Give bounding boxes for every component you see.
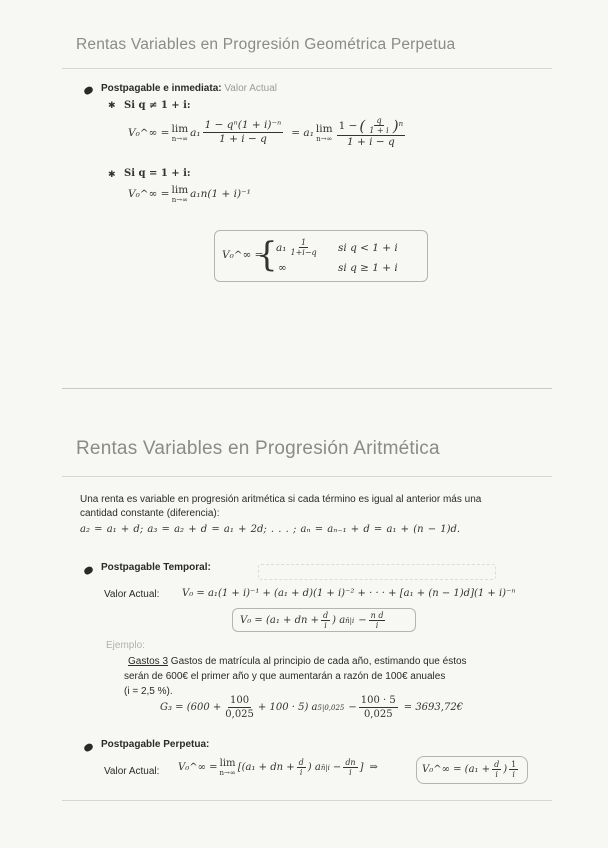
slide2-title: Rentas Variables en Progresión Aritmética	[76, 438, 440, 459]
slide2-title-rule	[62, 476, 552, 477]
case1-sub-bullet-icon: ✱	[108, 101, 116, 111]
temporal-result-formula: V₀ = (a₁ + dn + $\frac{d}{i}$ ) a n̄|i − $\frac{\text{n d}}{i}$	[240, 611, 384, 630]
example-line3: (i = 2,5 %).	[124, 686, 173, 697]
case1-condition: Si q ≠ 1 + i:	[124, 100, 191, 111]
slide1-result-lhs: V₀^∞ =	[222, 249, 264, 261]
slide-separator	[62, 388, 552, 389]
slide1-result-brace: {	[256, 235, 278, 275]
intro-line1: Una renta es variable en progresión aritmética si cada término es igual al anterior más una	[80, 494, 482, 505]
slide1-bullet-icon	[83, 85, 94, 95]
va-label: Valor Actual:	[104, 589, 160, 600]
perpetua-result-formula: V₀^∞ = (a₁ + $\frac{d}{i}$ ) $\frac{1}{i}$	[422, 760, 517, 779]
faint-timeline-diagram	[258, 564, 496, 580]
example-line1: Gastos 3 Gastos de matrícula al principio de cada año, estimando que éstos	[128, 656, 467, 667]
perpetua-label: Postpagable Perpetua:	[101, 739, 210, 750]
case2-condition: Si q = 1 + i:	[124, 168, 191, 179]
case2-sub-bullet-icon: ✱	[108, 170, 116, 180]
case2-formula: V₀^∞ = lim n→∞ a₁n(1 + i)⁻¹	[128, 184, 251, 204]
ejemplo-label: Ejemplo:	[106, 640, 145, 651]
example-formula: G₃ = (600 + $\frac{100}{0,025}$ + 100 · 5) a 5̄|0,025 − $\frac{100 \cdot 5}{0,025}$ = 3693,72€	[160, 695, 464, 720]
perpetua-formula: V₀^∞ = lim n→∞ [(a₁ + dn + $\frac{d}{i}$ ) a n̄|i − $\frac{dn}{i}$ ] ⇒	[178, 758, 378, 777]
slide1-bullet-text: Postpagable e inmediata: Valor Actual	[101, 83, 277, 94]
slide1-title: Rentas Variables en Progresión Geométrica Perpetua	[76, 36, 456, 53]
slide1-result-row1-value: a₁ $\frac{1}{1+i-q}$	[276, 238, 317, 257]
intro-formula: a₂ = a₁ + d; a₃ = a₂ + d = a₁ + 2d; . . . ; aₙ = aₙ₋₁ + d = a₁ + (n − 1)d.	[80, 524, 461, 535]
temporal-bullet-icon	[83, 565, 94, 575]
case1-formula: V₀^∞ = lim n→∞ a₁ $\frac{\text{1 − qⁿ(1 + i)⁻ⁿ}}{1 + i - q}$ = a₁ lim n→∞ 1 − ( $\frac{q}{1 + i}$ ) n 1 + i − q	[128, 116, 404, 148]
bottom-rule	[62, 800, 552, 801]
slide1-result-row1-condition: si q < 1 + i	[338, 242, 398, 254]
slide1-result-row2-condition: si q ≥ 1 + i	[338, 262, 398, 274]
temporal-label: Postpagable Temporal:	[101, 562, 211, 573]
example-line2: serán de 600€ el primer año y que aumentarán a razón de 100€ anuales	[124, 671, 446, 682]
perpetua-bullet-icon	[83, 742, 94, 752]
slide1-result-row2-value: ∞	[278, 262, 287, 274]
intro-line2: cantidad constante (diferencia):	[80, 508, 220, 519]
pp-va-label: Valor Actual:	[104, 766, 160, 777]
va-formula: V₀ = a₁(1 + i)⁻¹ + (a₁ + d)(1 + i)⁻² + · · · + [a₁ + (n − 1)d](1 + i)⁻ⁿ	[182, 588, 516, 599]
slide1-title-rule	[62, 68, 552, 69]
